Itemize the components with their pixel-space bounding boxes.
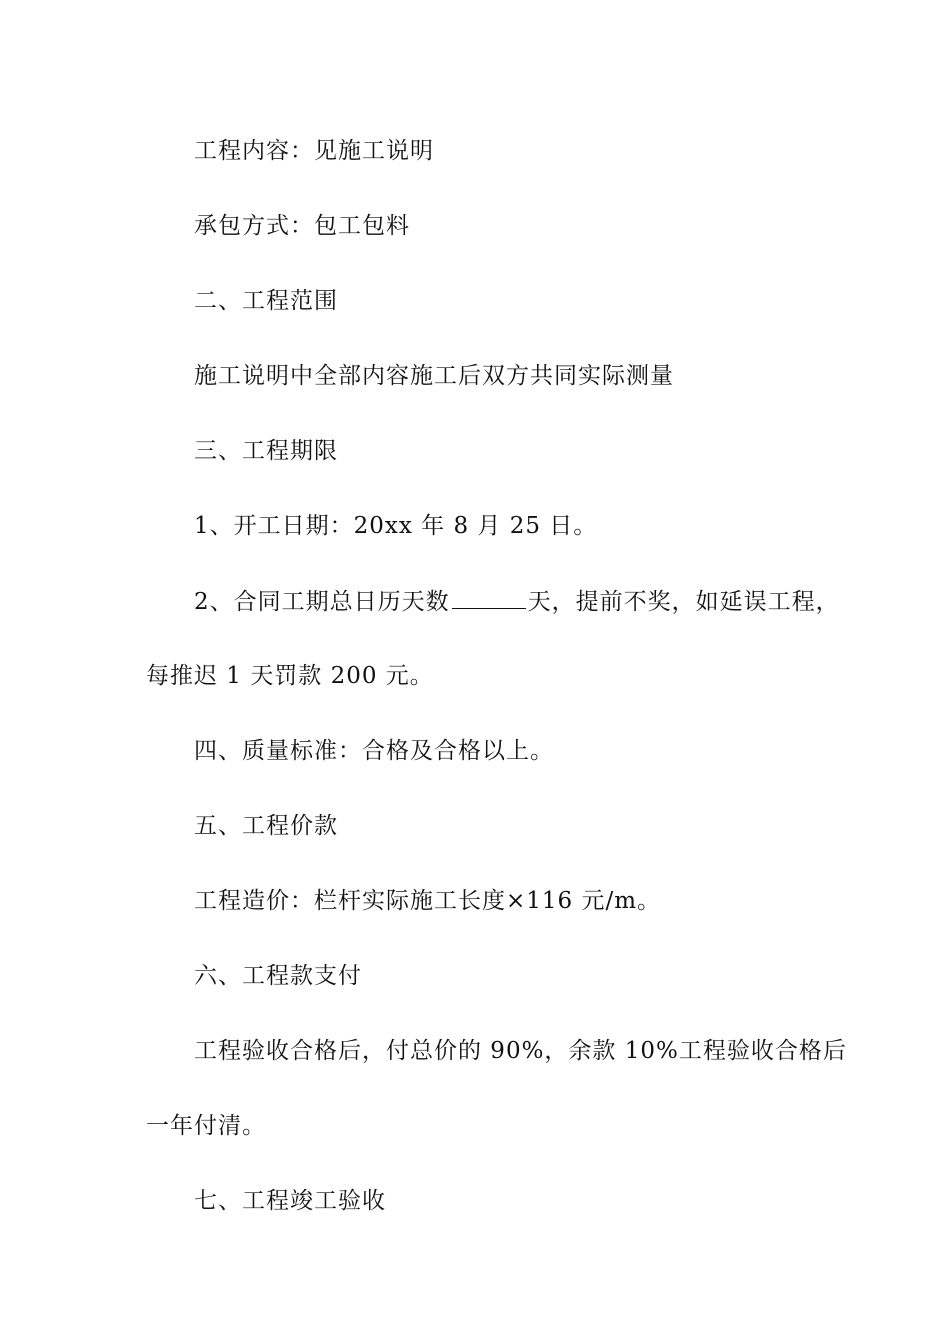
start-date-line: 1、开工日期：20xx 年 8 月 25 日。 xyxy=(194,513,598,539)
section-heading-price: 五、工程价款 xyxy=(194,813,338,839)
section-heading-period: 三、工程期限 xyxy=(194,438,338,464)
duration-blank-field xyxy=(452,586,526,609)
duration-suffix-text: 天，提前不奖，如延误工程， xyxy=(527,589,840,615)
work-content-line: 工程内容：见施工说明 xyxy=(194,138,434,164)
payment-terms-line: 工程验收合格后，付总价的 90%，余款 10%工程验收合格后 xyxy=(194,1038,847,1064)
section-heading-quality: 四、质量标准：合格及合格以上。 xyxy=(194,738,554,764)
section-heading-acceptance: 七、工程竣工验收 xyxy=(194,1188,386,1214)
duration-prefix-text: 2、合同工期总日历天数 xyxy=(194,589,450,615)
scope-description-line: 施工说明中全部内容施工后双方共同实际测量 xyxy=(194,363,674,389)
section-heading-scope: 二、工程范围 xyxy=(194,288,338,314)
payment-terms-continuation: 一年付清。 xyxy=(146,1113,266,1139)
penalty-line: 每推迟 1 天罚款 200 元。 xyxy=(146,663,434,689)
construction-cost-line: 工程造价：栏杆实际施工长度×116 元/m。 xyxy=(194,888,662,914)
section-heading-payment: 六、工程款支付 xyxy=(194,963,362,989)
duration-line xyxy=(194,586,840,617)
contract-method-line: 承包方式：包工包料 xyxy=(194,213,410,239)
